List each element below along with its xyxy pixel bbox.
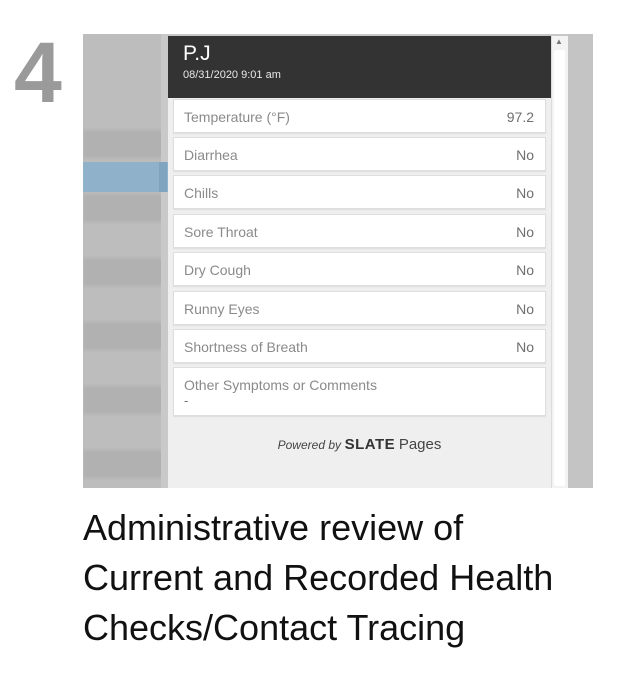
field-value: -	[184, 393, 189, 408]
field-chills	[173, 175, 546, 209]
field-runny-eyes	[173, 291, 546, 325]
health-check-detail-modal	[168, 36, 568, 488]
selected-row-edge	[159, 162, 167, 192]
list-item	[83, 386, 169, 414]
field-diarrhea	[173, 137, 546, 171]
powered-by-text: Powered by	[277, 438, 341, 452]
field-value: No	[516, 339, 534, 355]
field-value: No	[516, 185, 534, 201]
scrollbar-thumb[interactable]	[554, 50, 565, 486]
field-value: No	[516, 301, 534, 317]
scrollbar[interactable]	[551, 36, 568, 488]
field-value: 97.2	[506, 109, 534, 125]
powered-by-footer	[168, 436, 551, 453]
caption-line: Current and Recorded Health	[83, 557, 554, 598]
list-item	[83, 450, 169, 478]
product-name: Pages	[398, 436, 442, 453]
selected-list-row[interactable]	[83, 162, 171, 192]
check-datetime: 08/31/2020 9:01 am	[183, 69, 281, 81]
list-item	[83, 130, 169, 158]
patient-name: P.J	[183, 42, 211, 65]
field-label: Dry Cough	[184, 262, 251, 278]
list-item	[83, 258, 169, 286]
field-label: Temperature (°F)	[184, 109, 290, 125]
brand-logo-text: SLATE	[344, 436, 396, 453]
background-right-panel	[568, 34, 593, 488]
list-item	[83, 354, 169, 382]
list-item	[83, 418, 169, 446]
list-item	[83, 290, 169, 318]
field-dry-cough	[173, 252, 546, 286]
field-label: Diarrhea	[184, 147, 238, 163]
list-item	[83, 100, 169, 128]
field-value: No	[516, 147, 534, 163]
field-other-symptoms	[173, 367, 546, 416]
field-sore-throat	[173, 214, 546, 248]
background-list	[83, 34, 169, 488]
caption	[83, 503, 623, 653]
scroll-up-arrow-icon[interactable]: ▲	[555, 37, 563, 46]
list-item	[83, 62, 169, 90]
field-label: Chills	[184, 185, 219, 201]
field-temperature	[173, 99, 546, 133]
app-screenshot	[83, 34, 593, 488]
field-shortness-of-breath	[173, 329, 546, 363]
field-label: Other Symptoms or Comments	[184, 377, 377, 393]
list-item	[83, 322, 169, 350]
caption-line: Administrative review of	[83, 507, 464, 548]
caption-line: Checks/Contact Tracing	[83, 607, 466, 648]
modal-header	[168, 36, 551, 98]
list-item	[83, 226, 169, 254]
field-label: Shortness of Breath	[184, 339, 308, 355]
field-value: No	[516, 224, 534, 240]
field-label: Sore Throat	[184, 224, 258, 240]
step-number: 4	[14, 25, 60, 121]
field-value: No	[516, 262, 534, 278]
field-label: Runny Eyes	[184, 301, 260, 317]
list-item	[83, 194, 169, 222]
